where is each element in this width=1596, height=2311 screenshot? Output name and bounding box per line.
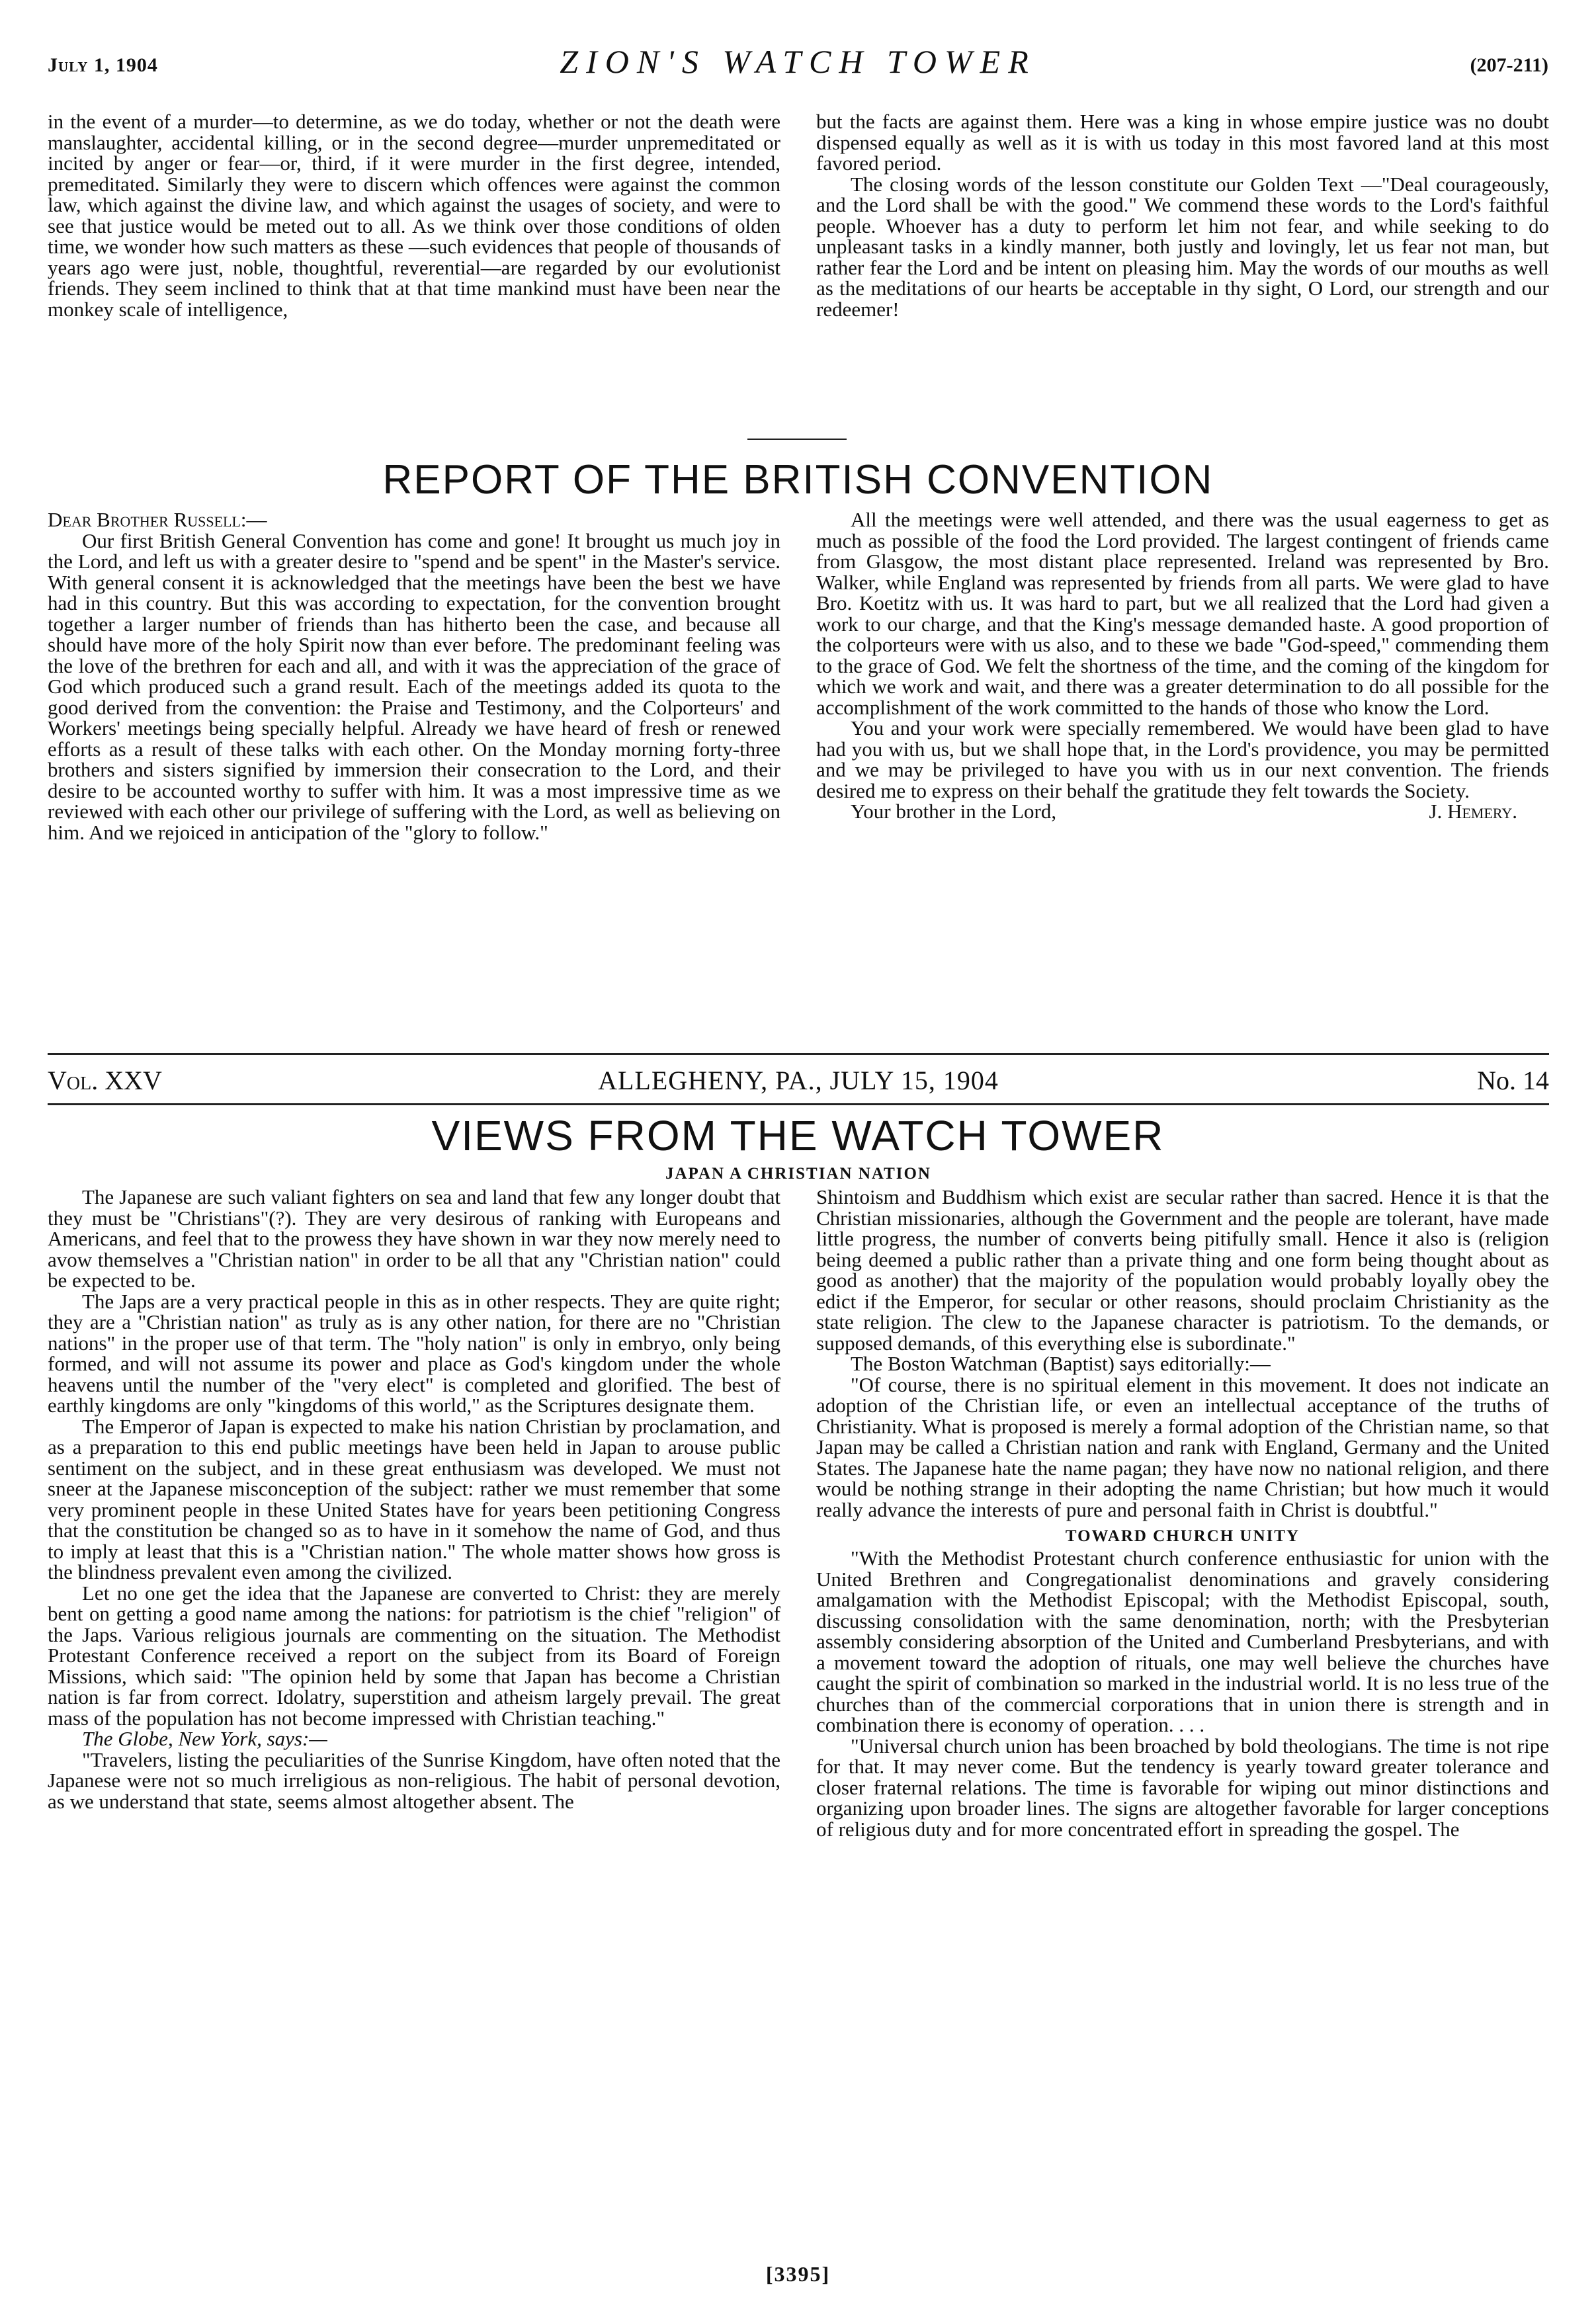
- volume-number: Vol. XXV: [48, 1066, 162, 1095]
- convention-paragraph: You and your work were specially remembered. We would have been glad to have had you with us, but we shall hope that, in the Lord's providence, you may be permitted and we may be privileged to have you with us in our next convention. The friends desired me to express on their behalf the gratitude they felt towards the Society.: [816, 716, 1549, 802]
- views-paragraph: "Universal church union has been broached by bold theologians. The time is not ripe for that. It may never come. But the tendency is yearly toward greater tolerance and closer fraternal relations. The time is favorable for wiping out minor distinctions and organizing upon broader lines. The signs are altogether favorable for larger conceptions of religious duty and for more concentrated effort in spreading the gospel. The: [816, 1734, 1549, 1841]
- issue-place-date: ALLEGHENY, PA., JULY 15, 1904: [598, 1066, 999, 1095]
- views-right-column: [816, 1168, 1549, 1839]
- views-paragraph: "Of course, there is no spiritual element in this movement. It does not indicate an adoption of the Christian life, or even an intellectual acceptance of the truths of Christianity. What is proposed is merely a formal adoption of the Christian name, so that Japan may be called a Christian nation and rank with England, Germany and the United States. The Japanese hate the name pagan; they have now no national religion, and there would be nothing strange in their adopting the name Christian; but how much it would really advance the interests of pure and personal faith in Christ is doubtful.": [816, 1372, 1549, 1521]
- intro-paragraph: but the facts are against them. Here was a king in whose empire justice was no doubt dispensed equally as well as it is with us today in this most favored land at this most favored period.: [816, 110, 1549, 175]
- convention-paragraph: Our first British General Convention has come and gone! It brought us much joy in the Lord, and left us with a greater desire to "spend and be spent" in the Master's service. With general consent it is acknowledged that the meetings have been the best we have had in this country. But this was according to expectation, for the convention brought together a larger number of friends than has hitherto been the case, and because all should have more of the holy Spirit now than ever before. The predominant feeling was the love of the brethren for each and all, and with it was the appreciation of the grace of God which produced such a grand result. Each of the meetings added its quota to the good derived from the convention: the Praise and Testimony, and the Colporteurs' and Workers' meetings being specially helpful. Already we have heard of fresh or renewed efforts as a result of these talks with each other. On the Monday morning forty-three brothers and sisters signified by immersion their consecration to the Lord, and their desire to be accounted worthy to suffer with him. It was a most impressive time as we reviewed with each other our privilege of suffering with the Lord, as well as believing on him. And we rejoiced in anticipation of the "glory to follow.": [48, 528, 780, 844]
- views-paragraph: "Travelers, listing the peculiarities of the Sunrise Kingdom, have often noted that the Japanese were not so much irreligious as non-religious. The habit of personal devotion, as we understand that state, seems almost altogether absent. The: [48, 1747, 780, 1813]
- views-paragraph: The Boston Watchman (Baptist) says editorially:—: [851, 1352, 1271, 1375]
- views-left-column: [48, 1165, 931, 1839]
- views-paragraph: "With the Methodist Protestant church conference enthusiastic for union with the United Brethren and Congregationalist denominations and gravely considering amalgamation with the Methodist Episcopal; with the Methodist Episcopal, south, discussing consolidation with the same denomination, north; with the Presbyterian assembly considering absorption of the United and Cumberland Presbyterians, and with a movement toward the adoption of rituals, one may well believe the churches have caught the spirit of combination so marked in the industrial world. It is no less true of the churches than of the commercial corporations that in union there is strength and in combination there is economy of operation. . . .: [816, 1546, 1549, 1736]
- views-paragraph: Shintoism and Buddhism which exist are secular rather than sacred. Hence it is that the Christian missionaries, although the Government and the people are tolerant, have made little progress, the number of converts being pitifully small. Hence it also is (religion being deemed a public rather than a private thing and one form being thought about as good as another) that the majority of the population would probably loyally obey the edict if the Emperor, for secular or other reasons, should proclaim Christianity as the state religion. The clew to the Japanese character is patriotism. To the demands, or supposed demands, of this everything else is subordinate.": [816, 1185, 1549, 1355]
- letter-signoff: [816, 801, 1549, 822]
- intro-columns: [48, 111, 1549, 319]
- views-subhead: JAPAN A CHRISTIAN NATION: [665, 1165, 931, 1183]
- running-head-date: July 1, 1904: [48, 54, 158, 76]
- convention-right-column: [816, 509, 1549, 843]
- views-paragraph: Let no one get the idea that the Japanese are converted to Christ: they are merely bent on getting a good name among the nations: for patriotism is the chief "religion" of the Japs. Various religious journals are commenting on the situation. The Methodist Protestant Conference received a report on the subject from its Board of Foreign Missions, which said: "The opinion held by some that Japan has become a Christian nation is far from correct. Idolatry, superstition and atheism largely prevail. The great mass of the population has not become impressed with Christian teaching.": [48, 1581, 780, 1730]
- masthead-rule-top: [48, 1053, 1549, 1055]
- intro-paragraph: The closing words of the lesson constitute our Golden Text —"Deal courageously, and the Lord shall be with the good." We commend these words to the Lord's faithful people. Whoever has a duty to perform let him not fear, and while seeking to do unpleasant tasks in a kindly manner, both justly and lovingly, let us fear not man, but rather fear the Lord and be intent on pleasing him. May the words of our mouths as well as the meditations of our hearts be acceptable in thy sight, O Lord, our strength and our redeemer!: [816, 172, 1549, 321]
- intro-right-column: [816, 111, 1549, 319]
- section-divider: [747, 439, 847, 440]
- masthead-rule-bottom: [48, 1103, 1549, 1105]
- views-paragraph: The Globe, New York, says:—: [82, 1727, 327, 1750]
- intro-paragraph: in the event of a murder—to determine, as we do today, whether or not the death were manslaughter, accidental killing, or in the second degree—murder unpremeditated or incited by anger or fear—or, third, if it were murder in the first degree, intended, premeditated. Similarly they were to discern which offences were against the common law, which against the divine law, and which against the usages of society, and were to see that justice would be meted out to all. As we think over those conditions of olden time, we wonder how such matters as these —such evidences that people of thousands of years ago were just, noble, thoughtful, reverential—are regarded by our evolutionist friends. They seem inclined to think that at that time mankind must have been near the monkey scale of intelligence,: [48, 110, 780, 321]
- views-paragraph: The Emperor of Japan is expected to make his nation Christian by proclamation, and as a preparation to this end public meetings have been held in Japan to arouse public sentiment on the subject, and in these great enthusiasm was developed. We must not sneer at the Japanese misconception of the subject: rather we must remember that some very prominent people in these United States have for years been petitioning Congress that the constitution be changed so as to have in it somehow the name of God, and thus to imply at least that this is a "Christian nation." The whole matter shows how gross is the blindness prevalent even among the civilized.: [48, 1414, 780, 1583]
- masthead: [48, 1061, 1549, 1101]
- convention-columns: [48, 509, 1549, 843]
- page-folio: [3395]: [765, 2262, 831, 2286]
- convention-paragraph: All the meetings were well attended, and there was the usual eagerness to get as much as possible of the food the Lord provided. The largest contingent of friends came from Glasgow, the most distant place represented. Ireland was represented by Bro. Walker, while England was represented by friends from all parts. We were glad to have Bro. Koetitz with us. It was hard to part, but we all realized that the Lord had given a work to our charge, and that the King's message demanded haste. A good proportion of the colporteurs were with us also, and to these we bade "God-speed," commending them to the grace of God. We felt the shortness of the time, and the coming of the kingdom for which we work and wait, and there was a greater determination to do all possible for the accomplishment of the work committed to the hands of those who know the Lord.: [816, 508, 1549, 719]
- letter-salutation: Dear Brother Russell:—: [48, 508, 267, 531]
- intro-left-column: [48, 111, 780, 319]
- issue-number: No. 14: [1477, 1066, 1549, 1095]
- running-head-pages: (207-211): [1470, 54, 1548, 76]
- unity-subhead: TOWARD CHURCH UNITY: [1065, 1527, 1300, 1545]
- letter-closing: Your brother in the Lord,: [851, 800, 1057, 823]
- views-title: VIEWS FROM THE WATCH TOWER: [431, 1112, 1165, 1159]
- letter-signature: J. Hemery.: [1429, 800, 1517, 823]
- views-paragraph: The Japanese are such valiant fighters on sea and land that few any longer doubt that they must be "Christians"(?). They are very desirous of ranking with Europeans and Americans, and feel that to the prowess they have shown in war they now merely need to avow themselves a "Christian nation" in order to be all that any "Christian nation" could be expected to be.: [48, 1185, 780, 1292]
- running-head-title: ZION'S WATCH TOWER: [560, 43, 1036, 80]
- running-head: [48, 42, 1548, 89]
- views-columns: [48, 1165, 1549, 1841]
- convention-left-column: [48, 509, 780, 843]
- views-paragraph: The Japs are a very practical people in this as in other respects. They are quite right; they are a "Christian nation" as truly as is any other nation, for there are no "Christian nations" in the proper use of that term. The "holy nation" is only in embryo, only being formed, and will not assume its power and place as God's kingdom under the whole heavens until the number of the "very elect" is completed and glorified. The best of earthly kingdoms are only "kingdoms of this world," as the Scriptures designate them.: [48, 1289, 780, 1417]
- convention-title: REPORT OF THE BRITISH CONVENTION: [382, 457, 1214, 503]
